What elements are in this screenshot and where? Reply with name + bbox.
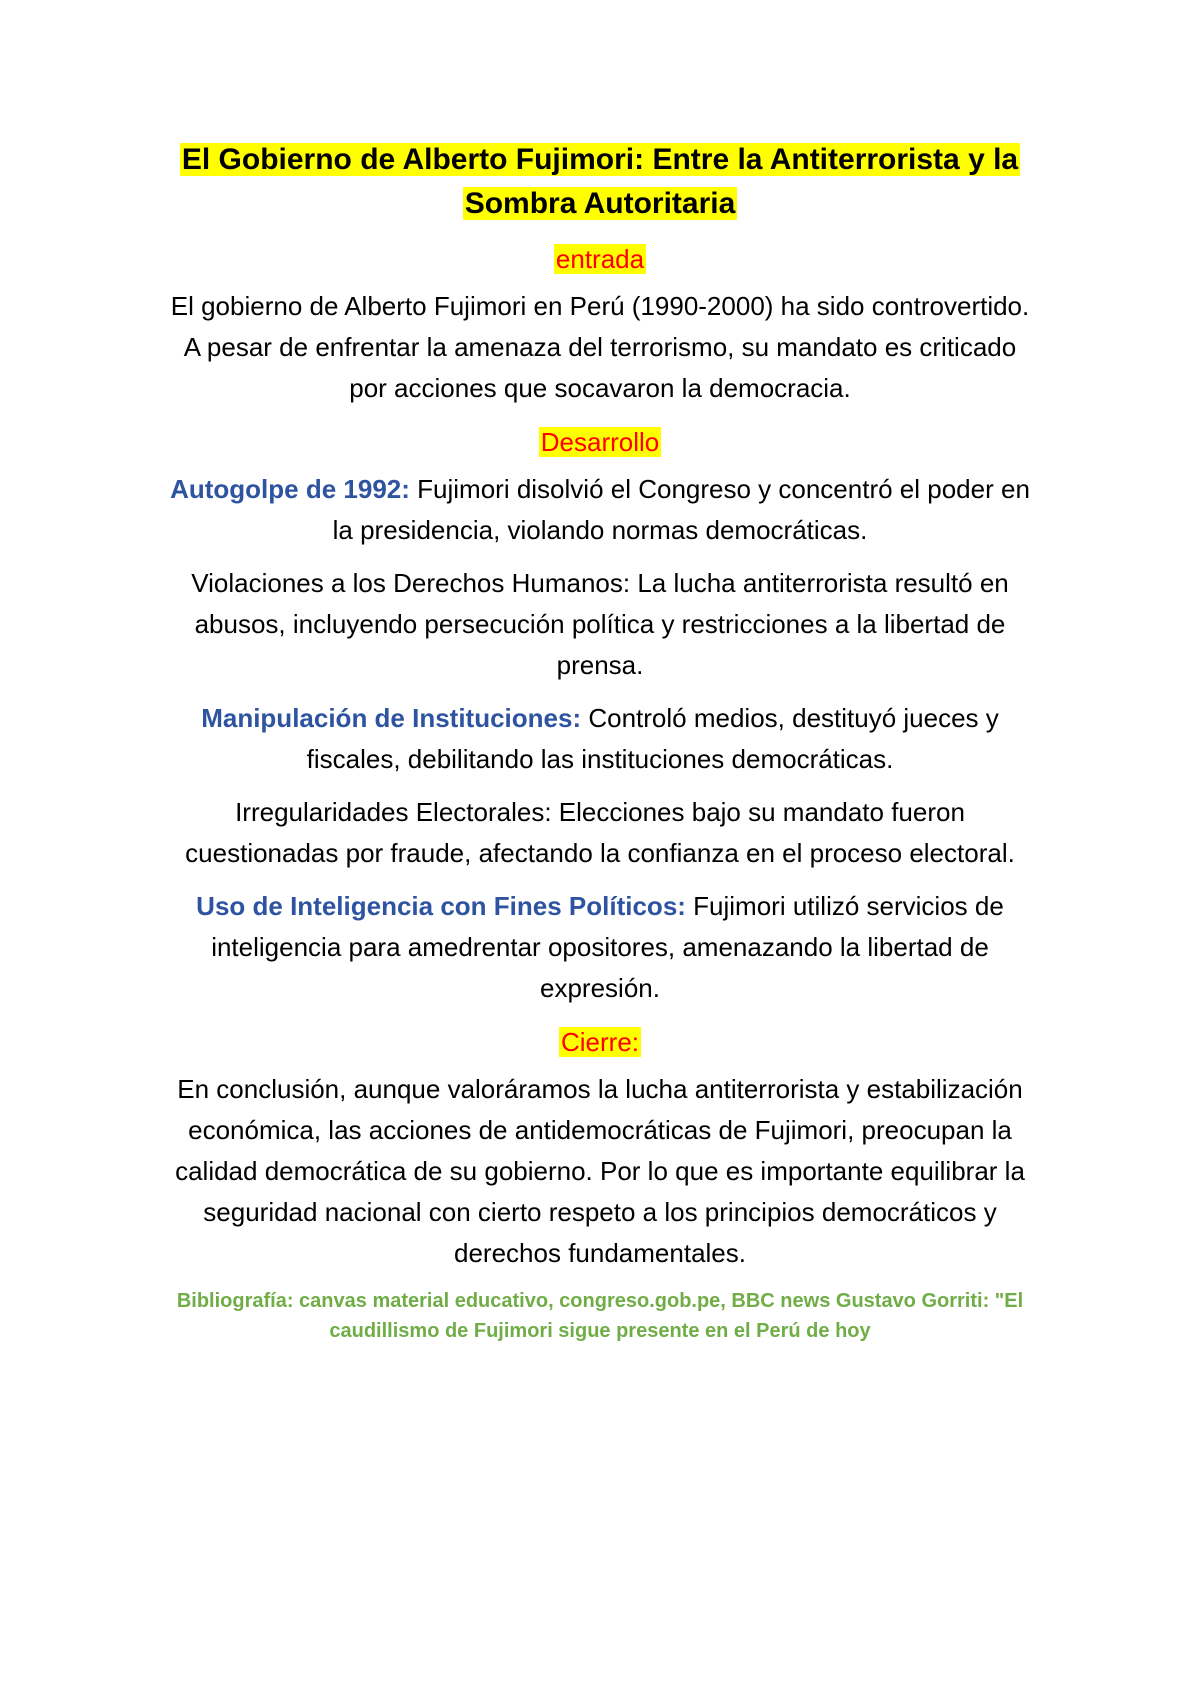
point-autogolpe — [170, 469, 1030, 551]
intro-paragraph: El gobierno de Alberto Fujimori en Perú (1990-2000) ha sido controvertido. A pesar de enfrentar la amenaza del terrorismo, su mandato es criticado por acciones que socavaron la democracia. — [170, 291, 1030, 403]
development-label — [170, 423, 1030, 461]
point-term: Manipulación de Instituciones: — [201, 703, 582, 733]
point-text: Irregularidades Electorales: Elecciones bajo su mandato fueron cuestionadas por fraude, afectando la confianza en el proceso electoral. — [185, 797, 1015, 868]
closing-label — [170, 1023, 1030, 1061]
document-page — [170, 138, 1030, 1346]
closing-label-text: Cierre: — [560, 1027, 639, 1057]
point-term: Autogolpe de 1992: — [170, 474, 410, 504]
point-derechos-humanos — [170, 563, 1030, 686]
point-electorales — [170, 792, 1030, 874]
title-highlight: El Gobierno de Alberto Fujimori: Entre la Antiterrorista y la Sombra Autoritaria — [181, 143, 1019, 220]
bibliography: Bibliografía: canvas material educativo, congreso.gob.pe, BBC news Gustavo Gorriti: "El caudillismo de Fujimori sigue presente en el Perú de hoy — [176, 1290, 1024, 1342]
point-text: Violaciones a los Derechos Humanos: La lucha antiterrorista resultó en abusos, incluyendo persecución política y restricciones a la libertad de prensa. — [191, 568, 1009, 680]
closing-paragraph: En conclusión, aunque valoráramos la lucha antiterrorista y estabilización económica, las acciones de antidemocráticas de Fujimori, preocupan la calidad democrática de su gobierno. Por lo que es importante equilibrar la seguridad nacional con cierto respeto a los principios democráticos y derechos fundamentales. — [175, 1074, 1025, 1268]
document-title — [170, 138, 1030, 226]
intro-label-text: entrada — [555, 244, 645, 274]
point-text: Fujimori disolvió el Congreso y concentró el poder en la presidencia, violando normas democráticas. — [332, 474, 1030, 545]
point-term: Uso de Inteligencia con Fines Políticos: — [196, 891, 686, 921]
point-text: Fujimori utilizó servicios de inteligencia para amedrentar opositores, amenazando la libertad de expresión. — [211, 891, 1004, 1003]
development-label-text: Desarrollo — [540, 427, 660, 457]
intro-label — [170, 240, 1030, 278]
point-inteligencia — [170, 886, 1030, 1009]
point-text: Controló medios, destituyó jueces y fiscales, debilitando las instituciones democráticas. — [306, 703, 999, 774]
point-instituciones — [170, 698, 1030, 780]
